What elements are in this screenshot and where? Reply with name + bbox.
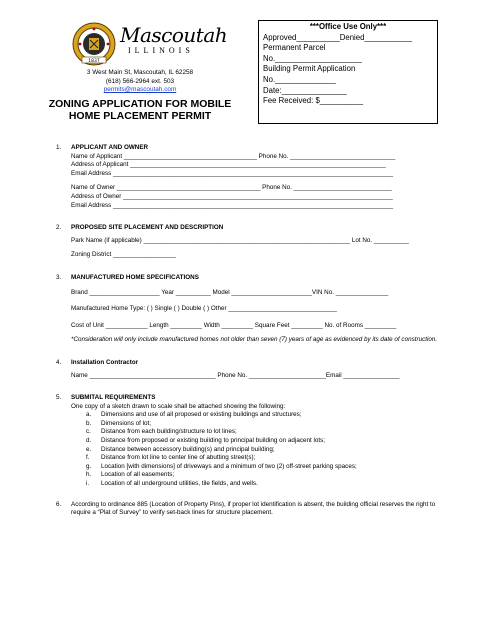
section-number: 6. bbox=[56, 500, 62, 508]
applicant-email-field[interactable]: Email Address ________________________________________________________________________________ bbox=[71, 169, 394, 177]
section-property-pins bbox=[56, 501, 440, 518]
list-letter: g. bbox=[86, 462, 92, 470]
svg-text:1837: 1837 bbox=[88, 59, 100, 64]
letterhead bbox=[40, 22, 240, 122]
office-use-header: ***Office Use Only*** bbox=[309, 22, 387, 31]
list-letter: h. bbox=[86, 471, 92, 479]
list-item bbox=[86, 454, 440, 463]
zoning-district-field[interactable]: Zoning District __________________ bbox=[71, 251, 177, 259]
list-text: Distance from proposed or existing building to principal building on adjacent lots; bbox=[101, 437, 326, 445]
office-permit-line[interactable]: No.______________ bbox=[263, 74, 336, 84]
list-letter: f. bbox=[86, 454, 90, 462]
form-title-line-1: ZONING APPLICATION FOR MOBILE bbox=[48, 97, 232, 110]
list-text: Distance from each building/structure to lot lines; bbox=[101, 428, 237, 436]
list-letter: d. bbox=[86, 437, 92, 445]
section-title: APPLICANT AND OWNER bbox=[71, 144, 149, 151]
list-letter: c. bbox=[86, 428, 91, 436]
form-title-line-2: HOME PLACEMENT PERMIT bbox=[68, 109, 212, 122]
list-item bbox=[86, 437, 440, 446]
owner-name-field[interactable]: Name of Owner _________________________________________ Phone No. ____________________________ bbox=[71, 184, 392, 192]
section-applicant-owner bbox=[56, 144, 440, 210]
city-logo bbox=[40, 22, 240, 66]
list-item bbox=[86, 471, 440, 480]
office-permit-label: Building Permit Application bbox=[263, 64, 356, 74]
list-letter: i. bbox=[86, 480, 90, 488]
list-item bbox=[86, 411, 440, 420]
city-seal-icon bbox=[72, 22, 116, 66]
list-text: Distance from lot line to center line of abutting street(s); bbox=[101, 454, 256, 462]
applicant-address-field[interactable]: Address of Applicant _________________________________________________________________________ bbox=[71, 161, 386, 169]
office-parcel-line[interactable]: No.____________________ bbox=[263, 53, 362, 63]
section-title: MANUFACTURED HOME SPECIFICATIONS bbox=[71, 273, 199, 281]
city-name: Mascoutah bbox=[120, 23, 228, 47]
contact-block bbox=[40, 69, 240, 95]
form-body bbox=[56, 144, 440, 518]
requirements-intro: One copy of a sketch drawn to scale shall be attached showing the following: bbox=[71, 402, 286, 410]
section-title: Installation Contractor bbox=[71, 358, 139, 366]
section-title: PROPOSED SITE PLACEMENT AND DESCRIPTION bbox=[71, 224, 224, 232]
list-letter: e. bbox=[86, 445, 92, 453]
list-text: Dimensions of lot; bbox=[101, 419, 152, 427]
requirements-list bbox=[71, 411, 440, 488]
park-name-field[interactable]: Park Name (if applicable) ___________________________________________________________ Lot No. __________ bbox=[71, 236, 409, 244]
section-number: 1. bbox=[56, 144, 62, 151]
list-item bbox=[86, 420, 440, 429]
brand-year-model-field[interactable]: Brand ____________________ Year __________ Model _______________________VIN No. _______________ bbox=[71, 288, 389, 296]
list-item bbox=[86, 463, 440, 472]
street-address: 3 West Main St, Mascoutah, IL 62258 bbox=[86, 69, 194, 76]
list-item bbox=[86, 446, 440, 455]
list-text: Location [with dimensions] of driveways and a minimum of two (2) off-street parking spaces; bbox=[101, 462, 357, 470]
section-title: SUBMITAL REQUIREMENTS bbox=[71, 394, 156, 402]
section-submittal-requirements bbox=[56, 394, 440, 489]
list-text: Location of all underground utilities, tile fields, and wells. bbox=[101, 480, 258, 488]
office-parcel-label: Permanent Parcel bbox=[263, 43, 326, 53]
list-letter: b. bbox=[86, 419, 92, 427]
phone-number: (618) 566-2964 ext. 503 bbox=[105, 77, 175, 85]
contractor-field[interactable]: Name ____________________________________ Phone No. ______________________Email ________________ bbox=[71, 371, 400, 379]
consideration-note: *Consideration will only include manufactured homes not older than seven (7) years of age as evidenced by its date of construction. bbox=[71, 336, 438, 344]
office-date-line[interactable]: Date:_______________ bbox=[263, 85, 347, 95]
section-number: 2. bbox=[56, 224, 62, 232]
list-text: Dimensions and use of all proposed or existing buildings and structures; bbox=[101, 411, 302, 419]
office-fee-line[interactable]: Fee Received: $__________ bbox=[263, 96, 364, 106]
email-link[interactable]: permits@mascoutah.com bbox=[103, 86, 177, 94]
cost-dimensions-field[interactable]: Cost of Unit ____________ Length _________ Width _________ Square Feet _________ No. of Rooms _________ bbox=[71, 321, 397, 329]
owner-address-field[interactable]: Address of Owner _____________________________________________________________________________ bbox=[71, 192, 393, 200]
section-site-placement bbox=[56, 224, 440, 260]
list-text: Location of all easements; bbox=[101, 471, 175, 479]
section-number: 4. bbox=[56, 358, 62, 366]
owner-email-field[interactable]: Email Address ________________________________________________________________________________ bbox=[71, 201, 394, 209]
home-type-field[interactable]: Manufactured Home Type: ( ) Single ( ) Double ( ) Other _______________________________ bbox=[71, 305, 337, 313]
section-installation-contractor bbox=[56, 359, 440, 380]
section-home-specs bbox=[56, 274, 440, 345]
city-wordmark bbox=[120, 24, 230, 55]
state-name: ILLINOIS bbox=[128, 46, 194, 55]
list-text: Distance between accessory building(s) and principal building; bbox=[101, 445, 275, 453]
section-number: 3. bbox=[56, 273, 62, 281]
office-use-box bbox=[258, 20, 438, 124]
list-letter: a. bbox=[86, 411, 92, 419]
list-item bbox=[86, 428, 440, 437]
applicant-name-field[interactable]: Name of Applicant ______________________________________ Phone No. ______________________________ bbox=[71, 152, 396, 160]
form-title bbox=[40, 98, 240, 122]
office-approved-line[interactable]: Approved__________Denied___________ bbox=[263, 32, 413, 42]
list-item bbox=[86, 480, 440, 489]
property-pins-text: According to ordinance 885 (Location of Property Pins), if proper lot identification is absent, the building official reserves the right to require a “Plat of Survey” to verify set-back lines for structure placement. bbox=[71, 500, 436, 517]
section-number: 5. bbox=[56, 394, 62, 402]
